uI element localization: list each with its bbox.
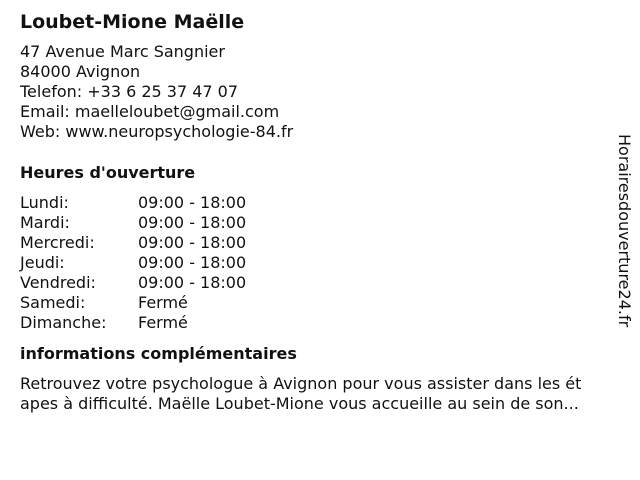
hours-row-thursday xyxy=(20,253,610,273)
address-street: 47 Avenue Marc Sangnier xyxy=(20,42,225,61)
time-value: 09:00 - 18:00 xyxy=(138,253,247,272)
day-label: Mardi: xyxy=(20,213,70,232)
email-line: Email: maelleloubet@gmail.com xyxy=(20,102,280,121)
info-title: informations complémentaires xyxy=(20,344,297,363)
day-label: Lundi: xyxy=(20,193,69,212)
day-label: Mercredi: xyxy=(20,233,95,252)
address-city: 84000 Avignon xyxy=(20,62,141,81)
time-value: 09:00 - 18:00 xyxy=(138,193,247,212)
hours-row-friday xyxy=(20,273,610,293)
time-value: Fermé xyxy=(138,313,188,332)
hours-row-sunday xyxy=(20,313,610,333)
day-label: Samedi: xyxy=(20,293,86,312)
info-description-line: apes à difficulté. Maëlle Loubet-Mione vous accueille au sein de son... xyxy=(20,394,579,413)
business-name: Loubet-Mione Maëlle xyxy=(20,11,245,33)
phone-line: Telefon: +33 6 25 37 47 07 xyxy=(20,82,239,101)
hours-row-monday xyxy=(20,193,610,213)
web-line: Web: www.neuropsychologie-84.fr xyxy=(20,122,294,141)
day-label: Vendredi: xyxy=(20,273,96,292)
time-value: Fermé xyxy=(138,293,188,312)
time-value: 09:00 - 18:00 xyxy=(138,273,247,292)
time-value: 09:00 - 18:00 xyxy=(138,233,247,252)
info-description-line: Retrouvez votre psychologue à Avignon pour vous assister dans les ét xyxy=(20,374,582,393)
day-label: Dimanche: xyxy=(20,313,107,332)
info-description xyxy=(20,374,630,414)
hours-row-wednesday xyxy=(20,233,610,253)
day-label: Jeudi: xyxy=(20,253,65,272)
site-watermark: Horairesdouverture24.fr xyxy=(615,134,634,328)
hours-title: Heures d'ouverture xyxy=(20,163,196,182)
time-value: 09:00 - 18:00 xyxy=(138,213,247,232)
hours-row-saturday xyxy=(20,293,610,313)
hours-row-tuesday xyxy=(20,213,610,233)
business-card xyxy=(20,10,610,414)
